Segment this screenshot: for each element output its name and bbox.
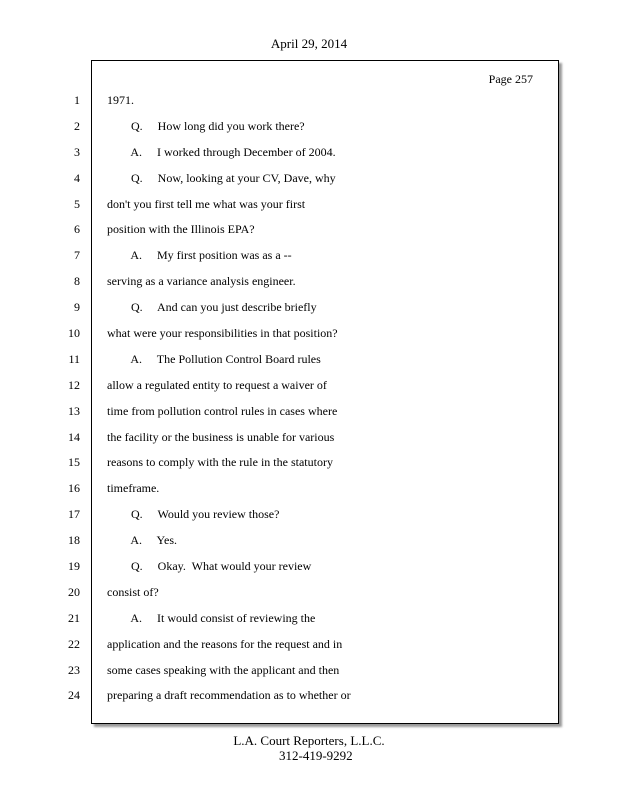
transcript-line: [0, 555, 618, 581]
line-text: allow a regulated entity to request a waiver of: [107, 377, 327, 392]
line-number: 14: [68, 429, 80, 444]
line-number: 9: [74, 300, 80, 315]
line-number: 16: [68, 481, 80, 496]
line-number: 23: [68, 662, 80, 677]
line-number: 4: [74, 170, 80, 185]
line-number: 12: [68, 377, 80, 392]
transcript-lines: [0, 89, 618, 710]
line-text: A. It would consist of reviewing the: [107, 610, 316, 625]
line-text: don't you first tell me what was your first: [107, 196, 306, 211]
line-number: 13: [68, 403, 80, 418]
line-text: consist of?: [107, 584, 159, 599]
transcript-line: [0, 167, 618, 193]
line-text: reasons to comply with the rule in the statutory: [107, 455, 333, 470]
transcript-line: [0, 426, 618, 452]
transcript-line: [0, 141, 618, 167]
transcript-line: [0, 115, 618, 141]
line-text: some cases speaking with the applicant and then: [107, 662, 340, 677]
transcript-line: [0, 400, 618, 426]
transcript-line: [0, 684, 618, 710]
line-number: 5: [74, 196, 80, 211]
transcript-line: [0, 244, 618, 270]
line-text: Q. Would you review those?: [107, 507, 280, 522]
page-number: Page 257: [488, 72, 533, 86]
line-number: 2: [74, 118, 80, 133]
line-text: preparing a draft recommendation as to whether or: [107, 688, 351, 703]
transcript-line: [0, 477, 618, 503]
line-text: serving as a variance analysis engineer.: [107, 274, 296, 289]
line-text: A. I worked through December of 2004.: [107, 144, 336, 159]
transcript-line: [0, 218, 618, 244]
line-text: application and the reasons for the request and in: [107, 636, 343, 651]
line-number: 7: [74, 248, 80, 263]
transcript-line: [0, 451, 618, 477]
line-text: A. My first position was as a --: [107, 248, 292, 263]
line-text: time from pollution control rules in cases where: [107, 403, 338, 418]
line-number: 18: [68, 533, 80, 548]
transcript-line: [0, 322, 618, 348]
line-text: the facility or the business is unable for various: [107, 429, 335, 444]
line-number: 22: [68, 636, 80, 651]
line-number: 1: [74, 93, 80, 107]
line-text: position with the Illinois EPA?: [107, 222, 255, 237]
line-number: 20: [68, 584, 80, 599]
line-text: timeframe.: [107, 481, 160, 496]
transcript-line: [0, 348, 618, 374]
transcript-line: [0, 659, 618, 685]
line-number: 15: [68, 455, 80, 470]
line-number: 21: [68, 610, 80, 625]
line-text: Q. How long did you work there?: [107, 118, 305, 133]
transcript-date: April 29, 2014: [270, 36, 348, 51]
line-number: 10: [68, 326, 80, 341]
transcript-line: [0, 581, 618, 607]
line-text: Q. And can you just describe briefly: [107, 300, 317, 315]
transcript-line: [0, 374, 618, 400]
line-number: 19: [68, 559, 80, 574]
line-text: A. The Pollution Control Board rules: [107, 351, 321, 366]
line-number: 8: [74, 274, 80, 289]
footer-phone: 312-419-9292: [279, 748, 353, 763]
transcript-line: [0, 193, 618, 219]
transcript-line: [0, 89, 618, 115]
line-text: 1971.: [107, 93, 134, 107]
transcript-line: [0, 296, 618, 322]
line-text: Q. Okay. What would your review: [107, 559, 312, 574]
transcript-line: [0, 529, 618, 555]
transcript-line: [0, 633, 618, 659]
line-number: 17: [68, 507, 80, 522]
transcript-line: [0, 607, 618, 633]
line-number: 6: [74, 222, 80, 237]
line-number: 11: [68, 351, 80, 366]
line-text: what were your responsibilities in that position?: [107, 326, 338, 341]
line-number: 3: [74, 144, 80, 159]
transcript-line: [0, 503, 618, 529]
line-text: Q. Now, looking at your CV, Dave, why: [107, 170, 336, 185]
line-number: 24: [68, 688, 80, 703]
transcript-line: [0, 270, 618, 296]
footer-company: L.A. Court Reporters, L.L.C.: [233, 733, 385, 748]
line-text: A. Yes.: [107, 533, 178, 548]
